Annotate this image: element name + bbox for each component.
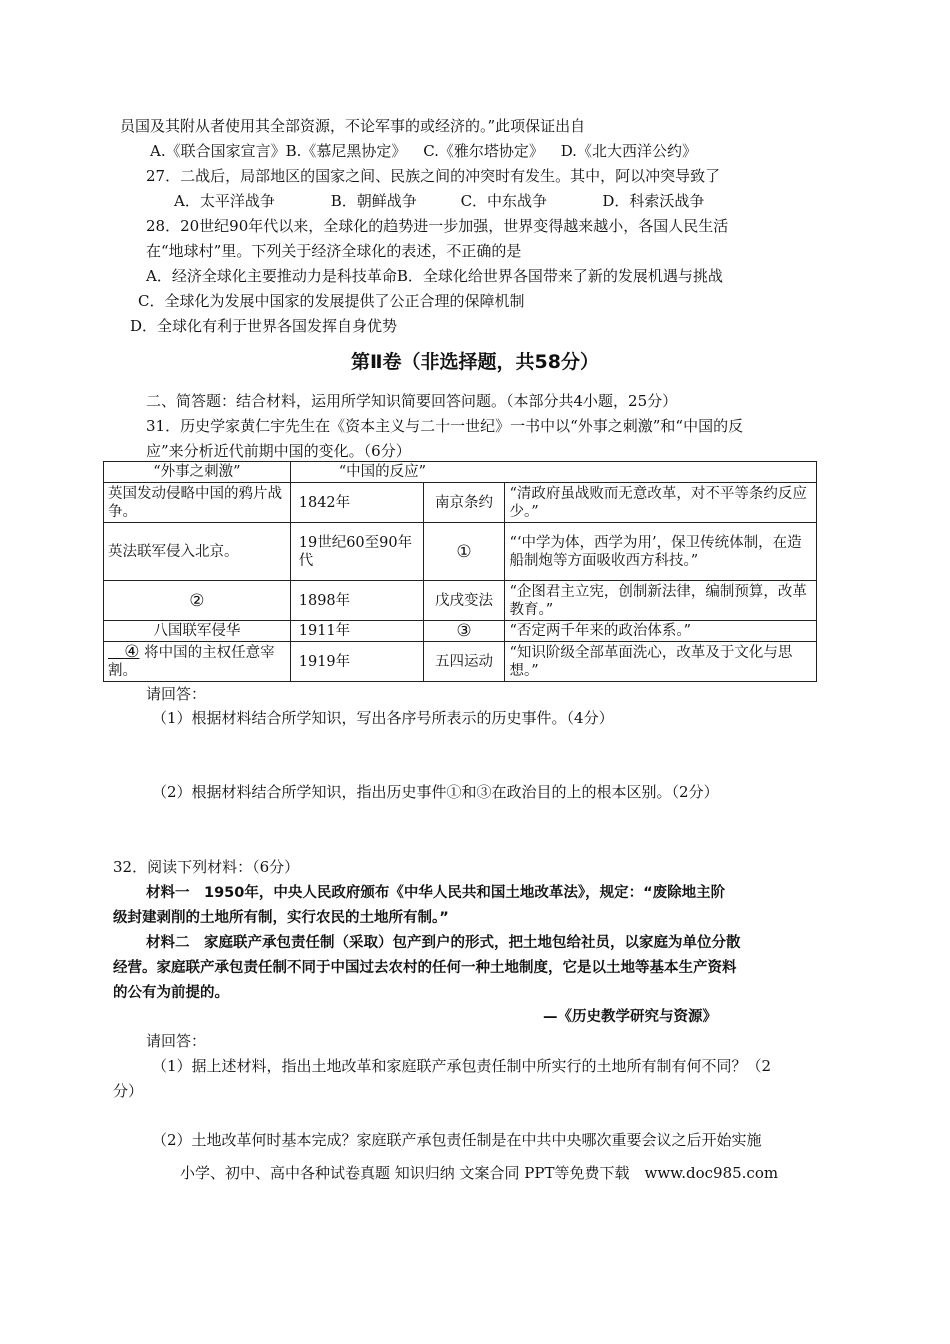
- q27-option-c: C．中东战争: [460, 192, 548, 210]
- material1-line2: 级封建剥削的土地所有制，实行农民的土地所有制。”: [113, 910, 449, 926]
- q31-prompt: 请回答：: [146, 685, 207, 703]
- part2-intro: 二、简答题：结合材料，运用所学知识简要回答问题。（本部分共4小题，25分）: [146, 392, 678, 410]
- year-cell: 1842年: [290, 483, 423, 523]
- q32-sub1-line2: 分）: [113, 1082, 144, 1100]
- q26-options: [150, 141, 697, 161]
- q26-option-d: D.《北大西洋公约》: [560, 142, 697, 160]
- section-title: 第Ⅱ卷（非选择题，共58分）: [351, 351, 599, 373]
- page-footer: 小学、初中、高中各种试卷真题 知识归纳 文案合同 PPT等免费下载 www.doc985.com: [180, 1164, 779, 1182]
- q28-option-c: C．全球化为发展中国家的发展提供了公正合理的保障机制: [138, 292, 525, 310]
- q31-sub2: （2）根据材料结合所学知识，指出历史事件①和③在政治目的上的根本区别。（2分）: [152, 783, 719, 801]
- table-row: [104, 523, 817, 581]
- q27-option-b: B．朝鲜战争: [330, 192, 417, 210]
- source-citation: —《历史教学研究与资源》: [543, 1009, 717, 1025]
- q27-options: [174, 191, 704, 211]
- material2-line2: 经营。家庭联产承包责任制不同于中国过去农村的任何一种土地制度，它是以土地等基本生产资料: [113, 960, 737, 976]
- q32-sub2: （2）土地改革何时基本完成？家庭联产承包责任制是在中共中央哪次重要会议之后开始实施: [152, 1131, 762, 1149]
- q32-stem: 32．阅读下列材料：（6分）: [113, 858, 300, 876]
- response-cell: 五四运动: [423, 642, 505, 682]
- year-cell: 19世纪60至90年代: [290, 523, 423, 581]
- stimulus-blank-4: ④: [124, 642, 140, 662]
- q26-option-c: C.《雅尔塔协定》: [423, 142, 544, 160]
- material2-line3: 的公有为前提的。: [113, 985, 229, 1001]
- response-cell-blank-1: ①: [423, 523, 505, 581]
- q27-option-d: D．科索沃战争: [602, 192, 705, 210]
- table-row: [104, 621, 817, 642]
- q31-stem-line2: 应”来分析近代前期中国的变化。（6分）: [146, 442, 411, 460]
- quote-cell: “清政府虽战败而无意改革，对不平等条约反应少。”: [505, 483, 817, 523]
- header-stimulus: “外事之刺激”: [104, 462, 291, 483]
- table-header-row: [104, 462, 817, 483]
- q31-stem-line1: 31．历史学家黄仁宇先生在《资本主义与二十一世纪》一书中以“外事之刺激”和“中国的反: [146, 417, 744, 435]
- stimulus-cell: ④ 将中国的主权任意宰割。: [104, 642, 291, 682]
- stimulus-cell-blank-2: ②: [104, 581, 291, 621]
- q32-prompt: 请回答：: [146, 1032, 207, 1050]
- material2-line1: 材料二 家庭联产承包责任制（采取）包产到户的形式，把土地包给社员，以家庭为单位分散: [146, 935, 741, 951]
- q27-option-a: A．太平洋战争: [174, 192, 275, 210]
- quote-cell: “‘中学为体，西学为用’，保卫传统体制，在造船制炮等方面吸收西方科技。”: [505, 523, 817, 581]
- q28-stem-line1: 28．20世纪90年代以来，全球化的趋势进一步加强，世界变得越来越小，各国人民生活: [146, 217, 729, 235]
- response-cell: 南京条约: [423, 483, 505, 523]
- q26-option-ab: A.《联合国家宣言》B.《慕尼黑协定》: [150, 142, 407, 160]
- response-cell: 戊戌变法: [423, 581, 505, 621]
- q28-stem-line2: 在“地球村”里。下列关于经济全球化的表述，不正确的是: [146, 242, 522, 260]
- stimulus-cell: 英国发动侵略中国的鸦片战争。: [104, 483, 291, 523]
- quote-cell: “否定两千年来的政治体系。”: [505, 621, 817, 642]
- q31-sub1: （1）根据材料结合所学知识，写出各序号所表示的历史事件。（4分）: [152, 709, 614, 727]
- material1-line1: 材料一 1950年，中央人民政府颁布《中华人民共和国土地改革法》，规定：“废除地主阶: [146, 885, 726, 901]
- year-cell: 1911年: [290, 621, 423, 642]
- stimulus-cell: 八国联军侵华: [104, 621, 291, 642]
- table-row: [104, 581, 817, 621]
- table-row: [104, 642, 817, 682]
- stimulus-cell: 英法联军侵入北京。: [104, 523, 291, 581]
- year-cell: 1919年: [290, 642, 423, 682]
- q26-stem-tail: 员国及其附从者使用其全部资源，不论军事的或经济的。”此项保证出自: [120, 117, 586, 135]
- history-table: [103, 461, 817, 682]
- quote-cell: “知识阶级全部革面洗心，改革及于文化与思想。”: [505, 642, 817, 682]
- q32-sub1-line1: （1）据上述材料，指出土地改革和家庭联产承包责任制中所实行的土地所有制有何不同？（2: [152, 1057, 772, 1075]
- q28-option-ab: A．经济全球化主要推动力是科技革命B．全球化给世界各国带来了新的发展机遇与挑战: [146, 267, 723, 285]
- response-cell-blank-3: ③: [423, 621, 505, 642]
- q28-option-d: D．全球化有利于世界各国发挥自身优势: [130, 317, 398, 335]
- table-row: [104, 483, 817, 523]
- header-response: “中国的反应”: [290, 462, 816, 483]
- q27-stem: 27．二战后，局部地区的国家之间、民族之间的冲突时有发生。其中，阿以冲突导致了: [146, 167, 721, 185]
- year-cell: 1898年: [290, 581, 423, 621]
- quote-cell: “企图君主立宪，创制新法律，编制预算，改革教育。”: [505, 581, 817, 621]
